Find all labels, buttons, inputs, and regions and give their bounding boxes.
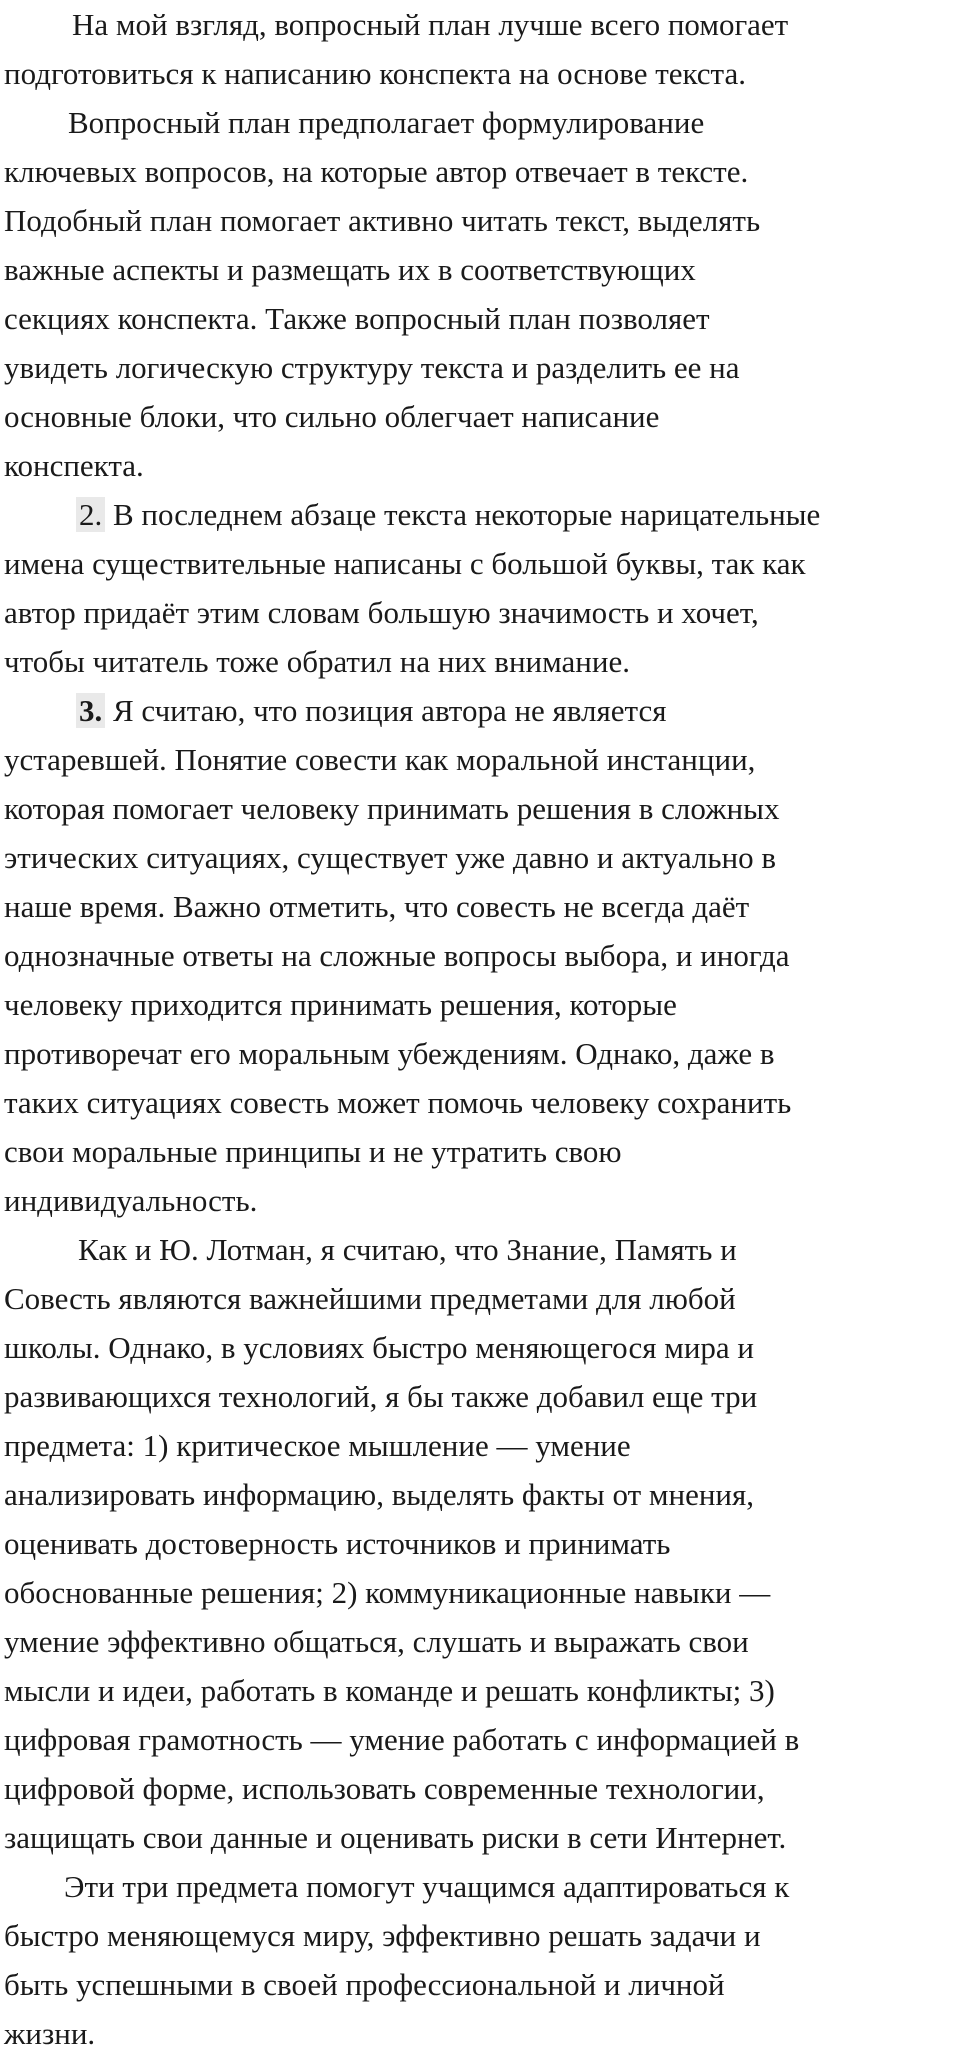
- paragraph-1-line-2: подготовиться к написанию конспекта на основе текста.: [4, 56, 746, 91]
- paragraph-5-line-7: оценивать достоверность источников и принимать: [4, 1526, 671, 1561]
- paragraph-5-line-8: обоснованные решения; 2) коммуникационные навыки —: [4, 1575, 771, 1610]
- paragraph-5-line-13: защищать свои данные и оценивать риски в сети Интернет.: [4, 1820, 787, 1855]
- paragraph-4-line-1: [4, 686, 960, 735]
- paragraph-4-line-6: однозначные ответы на сложные вопросы выбора, и иногда: [4, 938, 790, 973]
- paragraph-4-line-10: свои моральные принципы и не утратить свою: [4, 1134, 622, 1169]
- paragraph-4-line-8: противоречат его моральным убеждениям. Однако, даже в: [4, 1036, 775, 1071]
- paragraph-4-line-5: наше время. Важно отметить, что совесть не всегда даёт: [4, 889, 750, 924]
- paragraph-5-line-12: цифровой форме, использовать современные технологии,: [4, 1771, 765, 1806]
- paragraph-5-line-10: мысли и идеи, работать в команде и решать конфликты; 3): [4, 1673, 775, 1708]
- paragraph-5-line-5: предмета: 1) критическое мышление — умение: [4, 1428, 631, 1463]
- paragraph-4-line-9: таких ситуациях совесть может помочь человеку сохранить: [4, 1085, 792, 1120]
- paragraph-4-line-1-text: Я считаю, что позиция автора не является: [105, 693, 667, 728]
- paragraph-3-line-1-text: В последнем абзаце текста некоторые нарицательные: [105, 497, 821, 532]
- paragraph-4-line-2: устаревшей. Понятие совести как моральной инстанции,: [4, 742, 756, 777]
- answer-number-2: 2.: [76, 497, 105, 532]
- paragraph-4-line-7: человеку приходится принимать решения, которые: [4, 987, 677, 1022]
- paragraph-2-line-1: Вопросный план предполагает формулирование: [68, 105, 705, 140]
- paragraph-4-line-3: которая помогает человеку принимать решения в сложных: [4, 791, 780, 826]
- paragraph-6-line-3: быть успешными в своей профессиональной и личной: [4, 1967, 725, 2002]
- paragraph-1-line-1: На мой взгляд, вопросный план лучше всего помогает: [72, 7, 789, 42]
- paragraph-2-line-2: ключевых вопросов, на которые автор отвечает в тексте.: [4, 154, 749, 189]
- paragraph-2-line-7: основные блоки, что сильно облегчает написание: [4, 399, 660, 434]
- paragraph-3-line-4: чтобы читатель тоже обратил на них внимание.: [4, 644, 630, 679]
- paragraph-5-line-3: школы. Однако, в условиях быстро меняющегося мира и: [4, 1330, 755, 1365]
- paragraph-2-line-5: секциях конспекта. Также вопросный план позволяет: [4, 301, 710, 336]
- paragraph-2-line-3: Подобный план помогает активно читать текст, выделять: [4, 203, 761, 238]
- paragraph-6-line-1: Эти три предмета помогут учащимся адаптироваться к: [64, 1869, 790, 1904]
- paragraph-4-line-4: этических ситуациях, существует уже давно и актуально в: [4, 840, 777, 875]
- paragraph-5-line-11: цифровая грамотность — умение работать с информацией в: [4, 1722, 800, 1757]
- paragraph-5-line-6: анализировать информацию, выделять факты от мнения,: [4, 1477, 755, 1512]
- paragraph-4-line-11: индивидуальность.: [4, 1183, 258, 1218]
- paragraph-3-line-1: [4, 490, 960, 539]
- paragraph-5-line-1: Как и Ю. Лотман, я считаю, что Знание, Память и: [78, 1232, 737, 1267]
- paragraph-2-line-6: увидеть логическую структуру текста и разделить ее на: [4, 350, 740, 385]
- answer-number-3: 3.: [76, 693, 105, 728]
- paragraph-3-line-2: имена существительные написаны с большой буквы, так как: [4, 546, 806, 581]
- paragraph-5-line-4: развивающихся технологий, я бы также добавил еще три: [4, 1379, 758, 1414]
- paragraph-5-line-2: Совесть являются важнейшими предметами для любой: [4, 1281, 736, 1316]
- paragraph-2-line-4: важные аспекты и размещать их в соответствующих: [4, 252, 696, 287]
- paragraph-5-line-9: умение эффективно общаться, слушать и выражать свои: [4, 1624, 749, 1659]
- paragraph-6-line-2: быстро меняющемуся миру, эффективно решать задачи и: [4, 1918, 761, 1953]
- paragraph-6-line-4: жизни.: [4, 2016, 96, 2051]
- document-text: [4, 0, 960, 2058]
- paragraph-3-line-3: автор придаёт этим словам большую значимость и хочет,: [4, 595, 759, 630]
- paragraph-2-line-8: конспекта.: [4, 448, 144, 483]
